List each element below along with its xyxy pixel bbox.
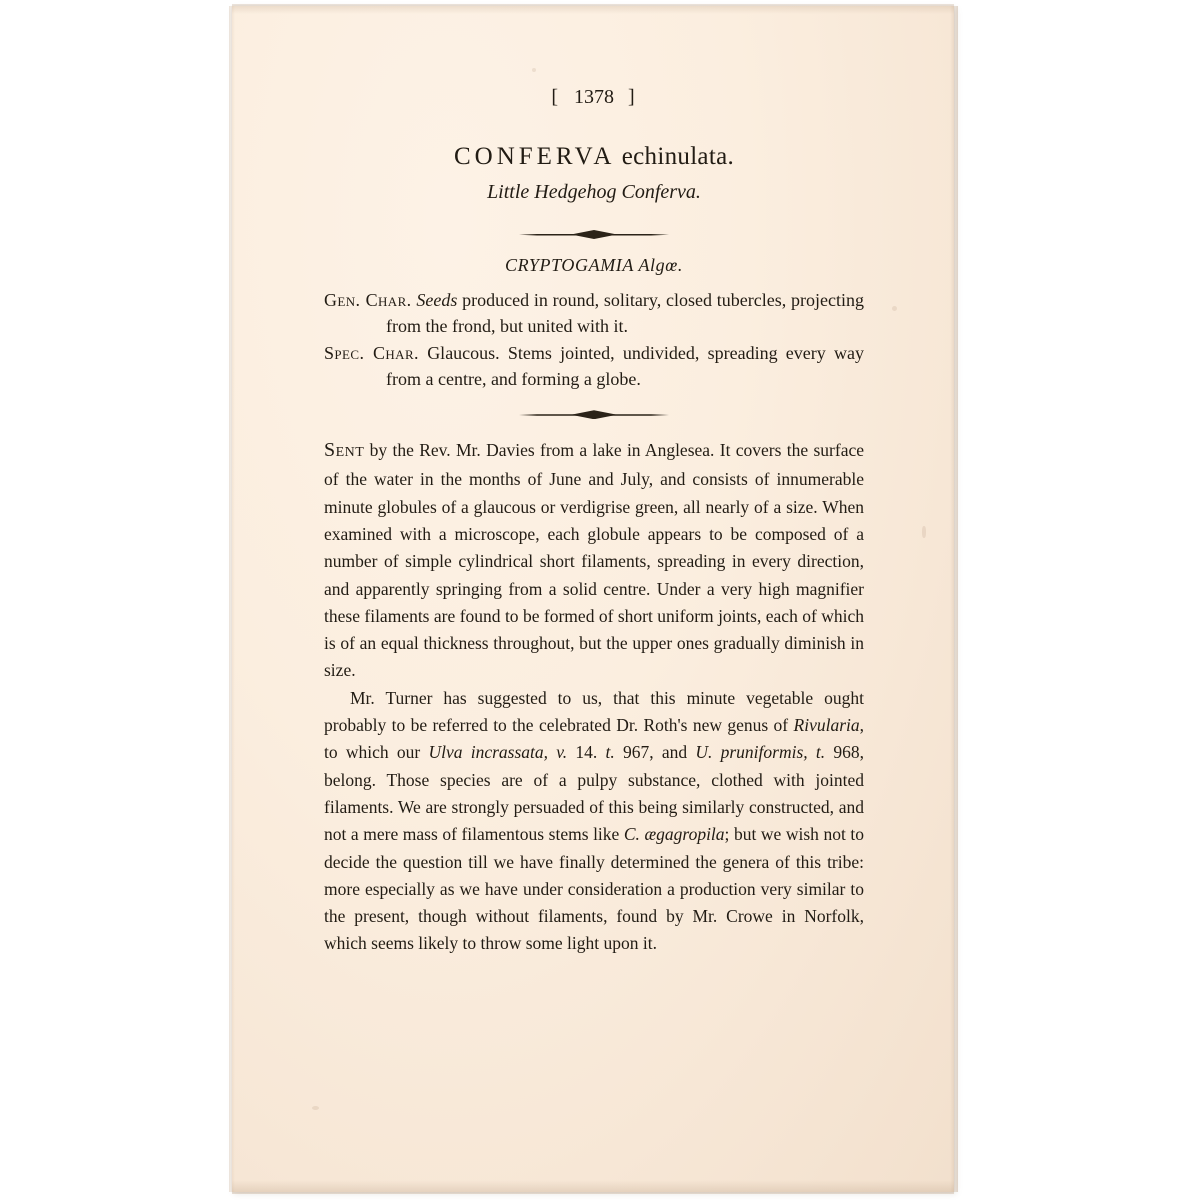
paper-blemish xyxy=(532,68,536,72)
page-number-value: 1378 xyxy=(574,86,614,108)
specific-character-text: Glaucous. Stems jointed, undivided, spreading every way from a centre, and forming a globe. xyxy=(386,343,864,389)
specific-character-label: Spec. Char. xyxy=(324,343,419,364)
paragraph-one xyxy=(324,435,864,685)
ornamental-divider-bottom xyxy=(519,410,669,419)
paragraph-two-italic5: C. ægagropila xyxy=(623,824,725,845)
divider-diamond xyxy=(571,410,617,419)
generic-character-lead: Seeds xyxy=(416,290,458,310)
paragraph-two-italic1: Rivularia xyxy=(793,715,860,736)
paragraph-two-part2: , to which our xyxy=(324,715,864,763)
paper-blemish xyxy=(922,526,926,538)
page-content xyxy=(324,86,864,958)
title-species: echinulata. xyxy=(621,143,735,170)
paragraph-two xyxy=(324,685,864,958)
paragraph-two-part1: Mr. Turner has suggested to us, that this minute vegetable ought probably to be referred to the celebrated Dr. Roth's new genus of xyxy=(324,687,864,736)
paragraph-two-italic3: t. xyxy=(605,742,615,763)
generic-character-text: produced in round, solitary, closed tubercles, projecting from the frond, but united with it. xyxy=(386,290,865,336)
generic-character-label: Gen. Char. xyxy=(324,290,412,310)
generic-character-entry xyxy=(324,288,864,339)
page-number-bracket-right: ] xyxy=(628,86,637,108)
paragraph-two-part4: 967, and xyxy=(614,742,696,763)
paragraph-one-lead: Sent xyxy=(324,439,365,462)
paragraph-one-text: by the Rev. Mr. Davies from a lake in Anglesea. It covers the surface of the water in the months of June and July, and consists of innumerable minute globules of a glaucous or verdigrise green, all nearly of a size. When examined with a microscope, each globule appears to be composed of a number of simple cylindrical short filaments, spreading in every direction, and apparently springing from a solid centre. Under a very high magnifier these filaments are found to be formed of short uniform joints, each of which is of an equal thickness throughout, but the upper ones gradually diminish in size. xyxy=(324,440,864,681)
paragraph-two-italic4: U. pruniformis, t. xyxy=(695,742,826,763)
paragraph-two-part3: 14. xyxy=(567,742,606,763)
specific-character-entry xyxy=(324,341,864,392)
page-title xyxy=(324,143,864,171)
classification-line: CRYPTOGAMIA Algœ. xyxy=(505,255,683,275)
paper-blemish xyxy=(312,1106,319,1110)
page-number xyxy=(324,86,864,109)
page-edge-top xyxy=(232,4,954,14)
paragraph-two-italic2: Ulva incrassata, v. xyxy=(428,742,568,763)
page-subtitle: Little Hedgehog Conferva. xyxy=(487,181,701,203)
paragraph-two-part6: ; but we wish not to decide the question till we have finally determined the genera of this tribe: more especially as we have under consideration a production very similar to the present, though without filaments, found by Mr. Crowe in Norfolk, which seems likely to throw some light upon it. xyxy=(324,824,865,954)
paper-blemish xyxy=(892,306,897,311)
title-genus: CONFERVA xyxy=(453,143,616,170)
page-edge-bottom xyxy=(232,1180,954,1194)
divider-diamond xyxy=(571,230,617,239)
scanned-page xyxy=(232,6,954,1192)
ornamental-divider-top xyxy=(519,230,669,239)
character-block xyxy=(324,288,864,392)
body-text xyxy=(324,435,864,958)
paragraph-two-part5: 968, belong. Those species are of a pulpy substance, clothed with jointed filaments. We are strongly persuaded of this being similarly constructed, and not a mere mass of filamentous stems like xyxy=(324,742,865,845)
page-number-bracket-left: [ xyxy=(551,86,560,108)
